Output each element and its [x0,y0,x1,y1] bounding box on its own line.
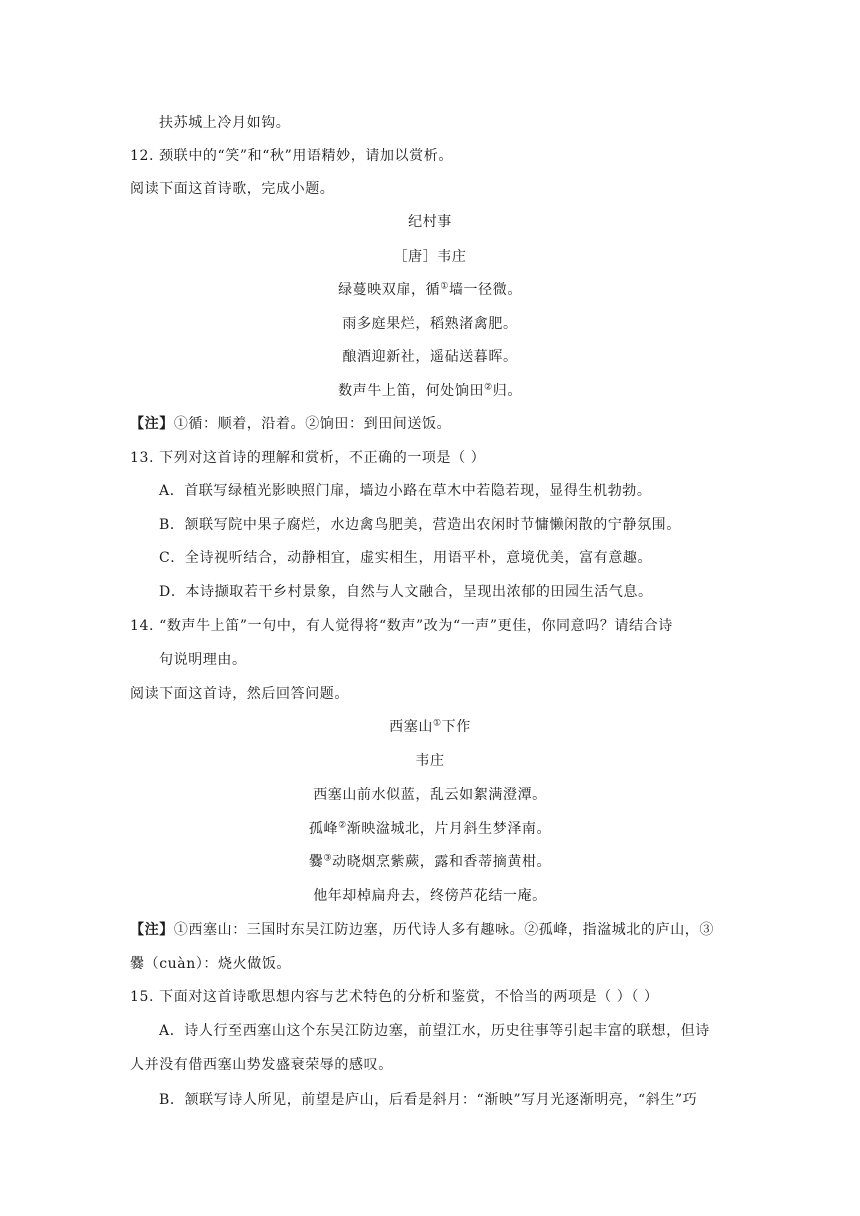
q15-option-a-line-2: 人并没有借西塞山势发盛衰荣辱的感叹。 [130,1057,393,1073]
poem2-line-2-part-a: 孤峰 [308,821,339,837]
note-text: ①循：顺着，沿着。②饷田：到田间送饭。 [173,416,452,432]
question-14-line-1: 14. “数声牛上笛”一句中，有人觉得将“数声”改为“一声”更佳，你同意吗？请结合诗 [130,618,673,634]
note-tag: 【注】 [130,922,174,938]
poem1-line-4 [0,382,860,400]
poem2-note-line-2: 爨（cuàn）：烧火做饭。 [130,956,292,972]
note-text: ①西塞山：三国时东吴江防边塞，历代诗人多有趣咏。②孤峰，指湓城北的庐山，③ [173,922,715,938]
q13-option-b: B．颔联写院中果子腐烂，水边禽鸟肥美，营造出农闲时节慵懒闲散的宁静氛围。 [159,517,681,533]
poem1-line-4-part-b: 归。 [492,383,522,399]
question-15: 15. 下面对这首诗歌思想内容与艺术特色的分析和鉴赏，不恰当的两项是（ ）（ ） [130,989,659,1005]
poem1-line-2: 雨多庭果烂，稻熟渚禽肥。 [342,316,518,332]
poem2-author: 韦庄 [415,753,445,769]
reading-instruction-1: 阅读下面这首诗歌，完成小题。 [130,181,335,197]
poem1-author: ［唐］韦庄 [393,249,467,265]
poem2-title [0,718,860,736]
poem1-line-3: 酿酒迎新社，遥砧送暮晖。 [342,349,518,365]
footnote-marker: ① [432,718,442,729]
reading-instruction-2: 阅读下面这首诗，然后回答问题。 [130,686,349,702]
poem2-line-2-part-b: 渐映湓城北，片月斜生梦泽南。 [346,821,552,837]
poem1-line-1-part-a: 绿蔓映双扉，循 [338,282,441,298]
q13-option-d: D．本诗撷取若干乡村景象，自然与人文融合，呈现出浓郁的田园生活气息。 [159,584,653,600]
q13-option-c: C．全诗视听结合，动静相宜，虚实相生，用语平朴，意境优美，富有意趣。 [159,550,653,566]
note-tag: 【注】 [130,416,174,432]
poem1-line-1 [0,281,860,299]
q13-option-a: A．首联写绿植光影映照门扉，墙边小路在草木中若隐若现，显得生机勃勃。 [159,483,652,499]
poem1-line-4-part-a: 数声牛上笛，何处饷田 [338,383,485,399]
footnote-marker: ① [440,281,449,292]
footnote-marker: ② [338,820,347,831]
question-13: 13. 下列对这首诗的理解和赏析，不正确的一项是（ ） [130,450,486,466]
footnote-marker: ② [484,382,493,393]
poem1-line-1-part-b: 墙一径微。 [448,282,522,298]
question-14-line-2: 句说明理由。 [159,652,247,668]
poem2-line-2 [0,820,860,838]
footnote-marker: ③ [323,853,333,864]
poem1-note [130,415,451,433]
top-line: 扶苏城上冷月如钩。 [159,115,291,131]
question-12: 12. 颈联中的“笑”和“秋”用语精妙，请加以赏析。 [130,148,453,164]
poem2-line-3-part-b: 动晓烟烹紫蕨，露和香蒂摘黄柑。 [332,854,552,870]
q15-option-b-line-1: B．颔联写诗人所见，前望是庐山，后看是斜月：“渐映”写月光逐渐明亮，“斜生”巧 [159,1092,698,1108]
poem1-title: 纪村事 [408,214,452,230]
poem2-line-4: 他年却棹扁舟去，终傍芦花结一庵。 [313,888,547,904]
poem2-line-3-part-a: 爨 [308,854,324,870]
poem2-title-part-a: 西塞山 [389,719,433,735]
poem2-note-line-1 [130,921,714,939]
poem2-line-3 [0,853,860,871]
poem2-title-part-b: 下作 [441,719,471,735]
poem2-line-1: 西塞山前水似蓝，乱云如絮满澄潭。 [313,787,547,803]
q15-option-a-line-1: A．诗人行至西塞山这个东吴江防边塞，前望江水，历史往事等引起丰富的联想，但诗 [159,1023,710,1039]
